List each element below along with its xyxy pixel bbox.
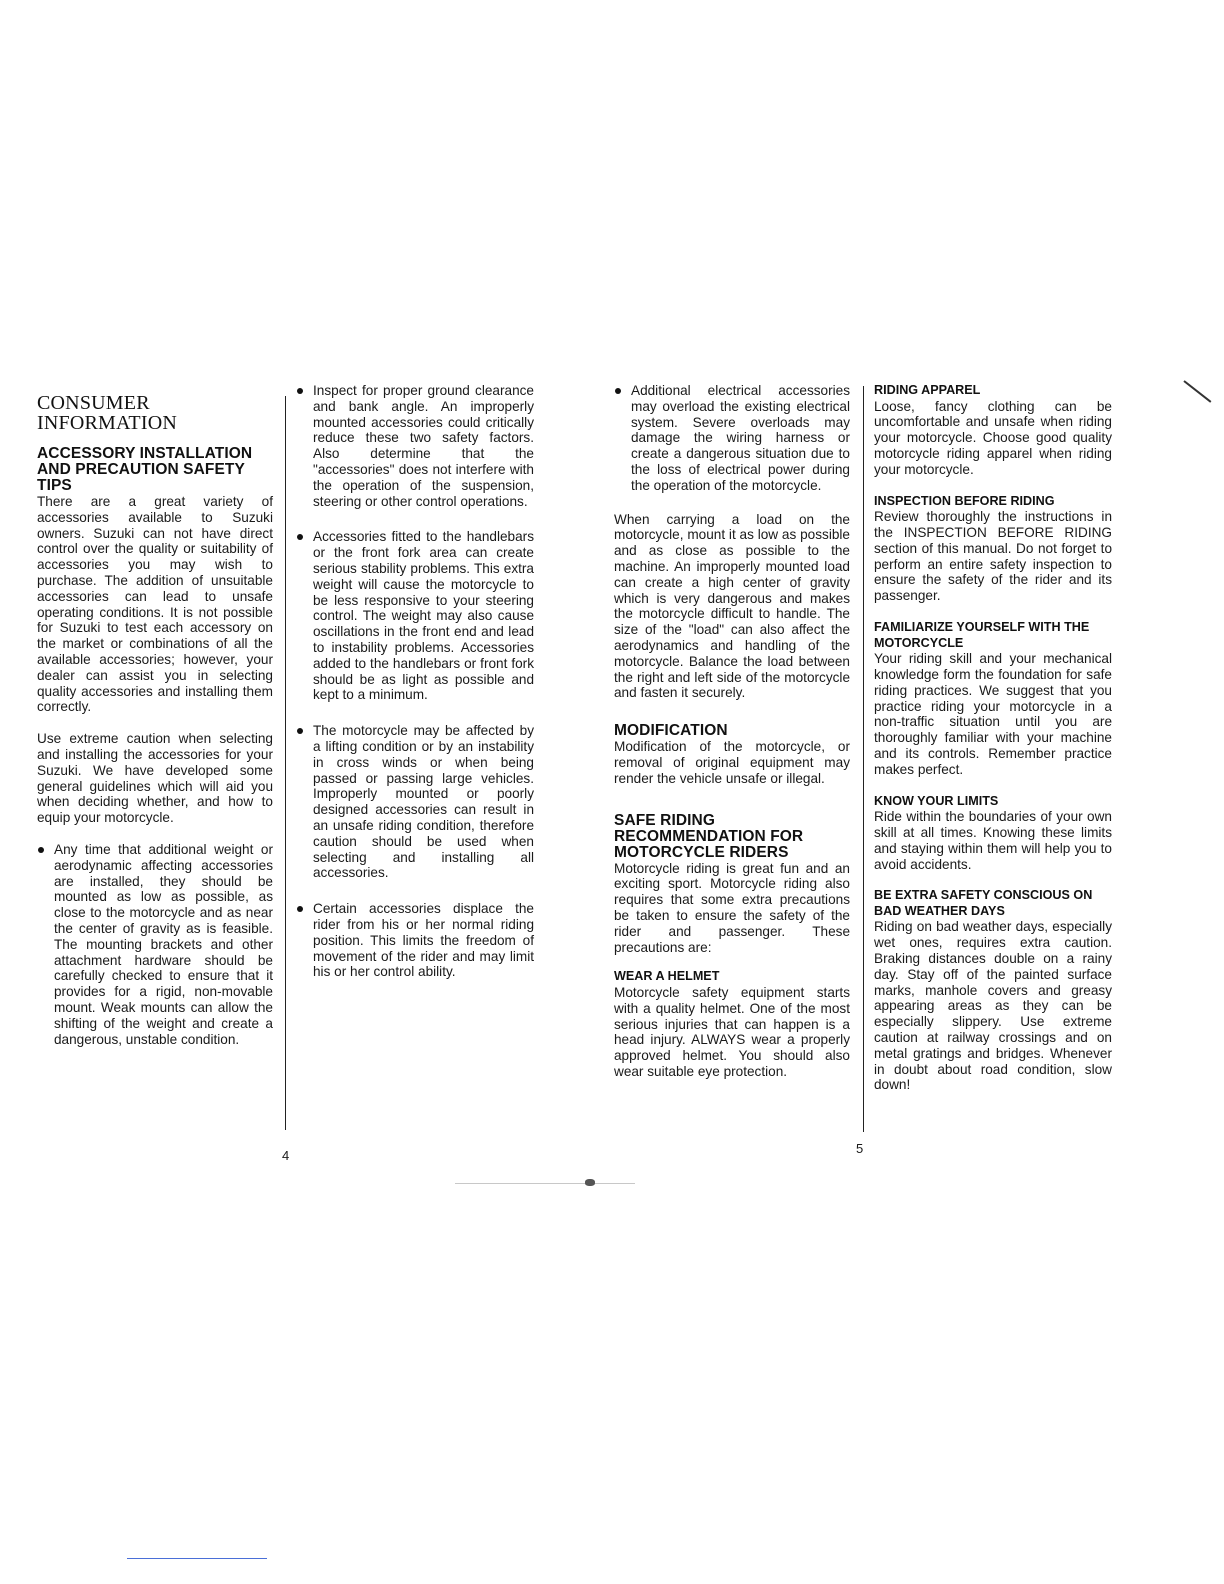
bullet-weight: Any time that additional weight or aerodynamic affecting accessories are installed, they should be mounted as low as possible, as close to the motorcycle and as near the center of gravity as is feasible. The mounting brackets and other attachment hardware should be carefully checked to ensure that it provides for a rigid, non-movable mount. Weak mounts can allow the shifting of the weight and create a dangerous, unstable condition. — [37, 842, 273, 1047]
apparel-paragraph: Loose, fancy clothing can be uncomfortable and unsafe when riding your motorcycle. Choose good quality motorcycle riding apparel when riding your motorcycle. — [874, 398, 1112, 477]
limits-paragraph: Ride within the boundaries of your own skill at all times. Knowing these limits and staying within them will help you to avoid accidents. — [874, 809, 1112, 872]
bullet-clearance: Inspect for proper ground clearance and bank angle. An improperly mounted accessories could critically reduce these two safety factors. Also determine that the "accessories" does not interfere with the operation of the suspension, steering or other control operations. — [296, 383, 534, 509]
subtitle-familiarize: FAMILIARIZE YOURSELF WITH THE MOTORCYCLE — [874, 619, 1090, 650]
title-line-1: CONSUMER — [37, 392, 150, 414]
section-title-accessory: ACCESSORY INSTALLATION AND PRECAUTION SAFETY TIPS — [37, 445, 253, 494]
bullet-handlebars: Accessories fitted to the handlebars or the front fork area can create serious stability problems. This extra weight will cause the motorcycle to be less responsive to your steering control. The weight may also cause oscillations in the front end and lead to instability problems. Accessories added to the handlebars or front fork should be as light as possible and kept to a minimum. — [296, 529, 534, 703]
subtitle-apparel: RIDING APPAREL — [874, 383, 981, 397]
familiarize-paragraph: Your riding skill and your mechanical knowledge form the foundation for safe riding practices. We suggest that you practice riding your motorcycle in a non-traffic situation until you are thoroughly familiar with your machine and its controls. Remember practice makes perfect. — [874, 651, 1112, 777]
section-title-modification: MODIFICATION — [614, 722, 728, 740]
subtitle-helmet: WEAR A HELMET — [614, 969, 720, 984]
scan-mark-top-right — [1183, 380, 1211, 403]
column-1 — [37, 383, 273, 1063]
column-4 — [874, 383, 1112, 1107]
column-2 — [296, 383, 534, 996]
page-title — [37, 393, 273, 433]
inspection-paragraph: Review thoroughly the instructions in the INSPECTION BEFORE RIDING section of this manual. Do not forget to perform an entire safety inspection to ensure the safety of the rider and its passenger. — [874, 509, 1112, 604]
intro-paragraph: There are a great variety of accessories available to Suzuki owners. Suzuki can not have direct control over the quality or suitability of accessories you may wish to purchase. The addition of unsuitable accessories can lead to unsafe operating conditions. It is not possible for Suzuki to test each accessory on the market or combinations of all the available accessories; however, your dealer can assist you in selecting quality accessories and installing them correctly. — [37, 494, 273, 715]
column-divider-2 — [863, 386, 864, 1132]
bullet-electrical: Additional electrical accessories may overload the existing electrical system. Severe overloads may damage the wiring harness or create a dangerous situation due to the loss of electrical power during the operation of the motorcycle. — [614, 383, 850, 494]
bullet-lifting: The motorcycle may be affected by a lifting condition or by an instability in cross winds or when being passed or passing large vehicles. Improperly mounted or poorly designed accessories can result in an unsafe riding condition, therefore caution should be used when selecting and installing all accessories. — [296, 723, 534, 881]
subtitle-weather: BE EXTRA SAFETY CONSCIOUS ON BAD WEATHER DAYS — [874, 888, 1093, 918]
subtitle-limits: KNOW YOUR LIMITS — [874, 793, 999, 808]
column-3 — [614, 383, 850, 1094]
modification-paragraph: Modification of the motorcycle, or removal of original equipment may render the vehicle unsafe or illegal. — [614, 739, 850, 786]
title-line-2: INFORMATION — [37, 412, 177, 434]
caution-paragraph: Use extreme caution when selecting and installing the accessories for your Suzuki. We have developed some general guidelines which will aid you when deciding whether, and how to equip your motorcycle. — [37, 731, 273, 826]
bullet-displace: Certain accessories displace the rider from his or her normal riding position. This limits the freedom of movement of the rider and may limit his or her control ability. — [296, 901, 534, 980]
weather-paragraph: Riding on bad weather days, especially wet ones, requires extra caution. Braking distances double on a rainy day. Stay off of the painted surface marks, manhole covers and greasy appearing areas as they can be especially slippery. Use extreme caution at railway crossings and on metal gratings and bridges. Whenever in doubt about road condition, slow down! — [874, 919, 1112, 1093]
safe-riding-paragraph: Motorcycle riding is great fun and an exciting sport. Motorcycle riding also requires that some extra precautions be taken to ensure the safety of the rider and passenger. These precautions are: — [614, 860, 850, 955]
scan-smudge-bottom — [455, 1183, 635, 1184]
subtitle-inspection: INSPECTION BEFORE RIDING — [874, 493, 1055, 508]
helmet-paragraph: Motorcycle safety equipment starts with a quality helmet. One of the most serious injuries that can happen is a head injury. ALWAYS wear a properly approved helmet. You should also wear suitable eye protection. — [614, 984, 850, 1079]
page-number-right: 5 — [856, 1141, 864, 1156]
column-divider-1 — [285, 396, 286, 1130]
footer-link-line — [127, 1558, 267, 1559]
page-number-left: 4 — [282, 1148, 290, 1163]
section-title-safe-riding: SAFE RIDING RECOMMENDATION FOR MOTORCYCLE RIDERS — [614, 811, 804, 861]
load-paragraph: When carrying a load on the motorcycle, mount it as low as possible and as close as possible to the machine. An improperly mounted load can create a high center of gravity which is very dangerous and makes the motorcycle difficult to handle. The size of the "load" can also affect the aerodynamics and handling of the motorcycle. Balance the load between the right and left side of the motorcycle and fasten it securely. — [614, 511, 850, 701]
scan-speck — [585, 1179, 595, 1186]
